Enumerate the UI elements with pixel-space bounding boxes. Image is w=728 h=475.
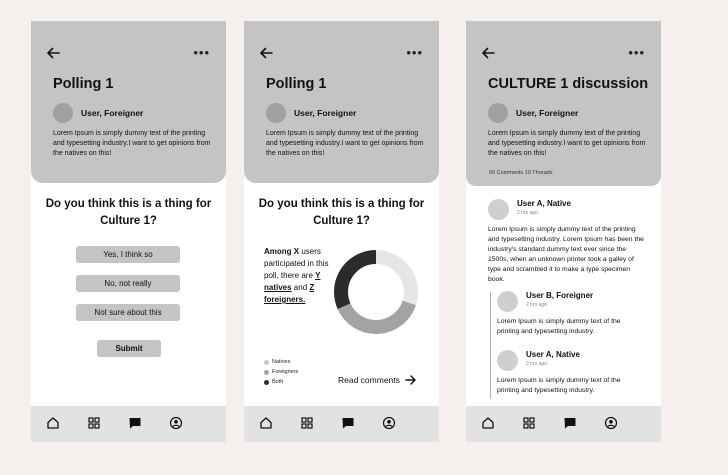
comment-time: 2 hrs ago: [517, 210, 538, 216]
post-description: Lorem Ipsum is simply dummy text of the printing and typesetting industry.I want to get opinions from the natives on this!: [488, 130, 646, 157]
commenter-name: User B, Foreigner: [526, 291, 594, 300]
poll-question: Do you think this is a thing for Culture 1?: [45, 198, 212, 227]
home-icon[interactable]: [481, 416, 495, 430]
arrow-right-icon: [405, 375, 416, 385]
both-dot: [264, 380, 269, 385]
grid-icon[interactable]: [87, 416, 101, 430]
comment-item: [488, 199, 646, 285]
more-options-icon[interactable]: •••: [406, 45, 423, 60]
natives-dot: [264, 360, 269, 365]
comment-body: Lorem Ipsum is simply dummy text of the printing and typesetting industry.: [497, 318, 621, 335]
bottom-nav: [466, 406, 661, 442]
avatar: [497, 350, 518, 371]
chat-icon[interactable]: [128, 416, 142, 430]
profile-icon[interactable]: [604, 416, 618, 430]
comment-header: [497, 350, 637, 371]
legend-natives: [264, 357, 298, 367]
avatar: [266, 103, 286, 123]
home-icon[interactable]: [46, 416, 60, 430]
avatar: [497, 291, 518, 312]
back-arrow-icon[interactable]: [46, 46, 60, 60]
summary-foreigners: Z foreigners.: [264, 283, 315, 304]
option-yes-button[interactable]: Yes, I think so: [76, 246, 180, 263]
summary-and: and: [291, 283, 310, 292]
donut-chart: [330, 246, 422, 338]
author-name: User, Foreigner: [516, 108, 579, 118]
legend-label: Foreigners: [272, 369, 299, 375]
header-card: [466, 21, 661, 186]
header-card: [244, 21, 439, 183]
chart-legend: [264, 357, 298, 387]
discussion-screen: [466, 21, 661, 442]
back-arrow-icon[interactable]: [259, 46, 273, 60]
foreigners-dot: [264, 370, 269, 375]
chat-icon[interactable]: [341, 416, 355, 430]
page-title: Polling 1: [266, 76, 327, 92]
comment-header: [497, 291, 637, 312]
read-comments-link[interactable]: [338, 375, 416, 385]
commenter-name: User A, Native: [517, 199, 571, 208]
thread-divider: [490, 292, 491, 399]
home-icon[interactable]: [259, 416, 273, 430]
avatar: [488, 199, 509, 220]
comment-body: Lorem Ipsum is simply dummy text of the printing and typesetting industry. Lorem Ipsum has been the industry's standard dummy text ever since the 1500s, when an unknown printer took a galley of type and scrambled it to make a type specimen book.: [488, 226, 644, 283]
header-card: [31, 21, 226, 183]
legend-label: Natives: [272, 359, 291, 365]
poll-question: Do you think this is a thing for Culture 1?: [258, 198, 425, 227]
page-title: Polling 1: [53, 76, 114, 92]
option-no-button[interactable]: No, not really: [76, 275, 180, 292]
author-row: [488, 103, 578, 123]
comment-header: [488, 199, 646, 220]
read-comments-label: Read comments: [338, 375, 400, 385]
author-row: [266, 103, 356, 123]
reply-item: [497, 350, 637, 396]
legend-foreigners: [264, 367, 298, 377]
grid-icon[interactable]: [300, 416, 314, 430]
legend-both: [264, 377, 298, 387]
more-options-icon[interactable]: •••: [193, 45, 210, 60]
summary-count: Among X: [264, 247, 300, 256]
results-screen: [244, 21, 439, 442]
post-description: Lorem Ipsum is simply dummy text of the printing and typesetting industry.I want to get opinions from the natives on this!: [266, 130, 424, 157]
bottom-nav: [244, 406, 439, 442]
comment-thread-count: 60 Comments 10 Threads: [489, 170, 553, 176]
page-title: CULTURE 1 discussion: [488, 76, 649, 92]
comment-time: 2 hrs ago: [526, 302, 547, 308]
summary-mid: users participated in this poll, there are: [264, 247, 329, 280]
poll-screen: [31, 21, 226, 442]
grid-icon[interactable]: [522, 416, 536, 430]
avatar: [488, 103, 508, 123]
comment-meta: [526, 291, 593, 308]
reply-item: [497, 291, 637, 337]
author-name: User, Foreigner: [294, 108, 357, 118]
post-description: Lorem Ipsum is simply dummy text of the printing and typesetting industry.I want to get opinions from the natives on this!: [53, 130, 211, 157]
avatar: [53, 103, 73, 123]
comment-body: Lorem Ipsum is simply dummy text of the printing and typesetting industry.: [497, 377, 621, 394]
bottom-nav: [31, 406, 226, 442]
summary-natives: Y natives: [264, 271, 321, 292]
result-summary: [264, 246, 334, 306]
submit-button[interactable]: Submit: [97, 340, 161, 357]
back-arrow-icon[interactable]: [481, 46, 495, 60]
more-options-icon[interactable]: •••: [628, 45, 645, 60]
profile-icon[interactable]: [382, 416, 396, 430]
comment-time: 2 hrs ago: [526, 361, 547, 367]
profile-icon[interactable]: [169, 416, 183, 430]
author-name: User, Foreigner: [81, 108, 144, 118]
comment-meta: [526, 350, 580, 367]
chat-icon[interactable]: [563, 416, 577, 430]
commenter-name: User A, Native: [526, 350, 580, 359]
legend-label: Both: [272, 379, 284, 385]
comment-meta: [517, 199, 571, 216]
author-row: [53, 103, 143, 123]
option-unsure-button[interactable]: Not sure about this: [76, 304, 180, 321]
